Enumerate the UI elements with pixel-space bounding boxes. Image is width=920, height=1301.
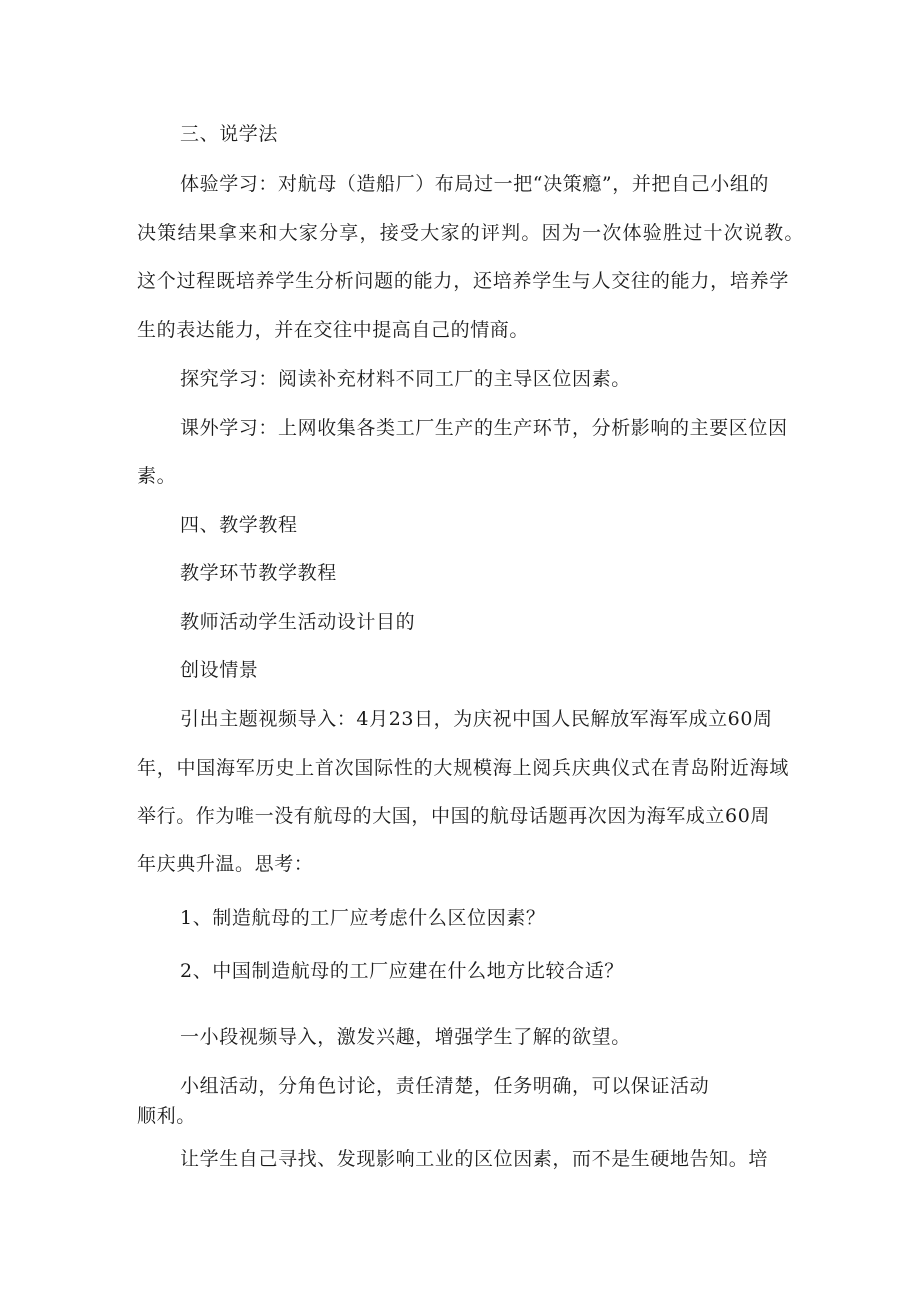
paragraph-line: 让学生自己寻找、发现影响工业的区位因素，而不是生硬地告知。培: [180, 1148, 769, 1170]
paragraph-line: 教学环节教学教程: [180, 562, 337, 584]
paragraph-line: 年庆典升温。思考：: [137, 853, 314, 875]
section-heading-3: 三、说学法: [180, 123, 279, 145]
paragraph-line: 一小段视频导入，激发兴趣，增强学生了解的欲望。: [180, 1026, 631, 1048]
paragraph-line: 探究学习：阅读补充材料不同工厂的主导区位因素。: [180, 368, 631, 390]
paragraph-line: 顺利。: [137, 1105, 196, 1127]
paragraph-line: 引出主题视频导入：4月23日，为庆祝中国人民解放军海军成立60周: [180, 708, 773, 730]
paragraph-line: 举行。作为唯一没有航母的大国，中国的航母话题再次因为海军成立60周: [137, 805, 770, 827]
list-item: 1、制造航母的工厂应考虑什么区位因素？: [180, 907, 546, 929]
section-heading-4: 四、教学教程: [180, 514, 298, 536]
paragraph-line: 这个过程既培养学生分析问题的能力，还培养学生与人交往的能力，培养学: [137, 270, 789, 292]
paragraph-line: 课外学习：上网收集各类工厂生产的生产环节，分析影响的主要区位因: [180, 417, 788, 439]
paragraph-line: 素。: [137, 465, 177, 487]
list-item: 2、中国制造航母的工厂应建在什么地方比较合适？: [180, 960, 624, 982]
paragraph-line: 小组活动，分角色讨论，责任清楚，任务明确，可以保证活动: [180, 1075, 710, 1097]
paragraph-line: 体验学习：对航母（造船厂）布局过一把“决策瘾”，并把自己小组的: [180, 173, 770, 195]
paragraph-line: 年，中国海军历史上首次国际性的大规模海上阅兵庆典仪式在青岛附近海域: [137, 757, 789, 779]
paragraph-line: 教师活动学生活动设计目的: [180, 611, 416, 633]
paragraph-line: 生的表达能力，并在交往中提高自己的情商。: [137, 319, 530, 341]
paragraph-line: 决策结果拿来和大家分享，接受大家的评判。因为一次体验胜过十次说教。: [137, 222, 804, 244]
paragraph-line: 创设情景: [180, 659, 259, 681]
